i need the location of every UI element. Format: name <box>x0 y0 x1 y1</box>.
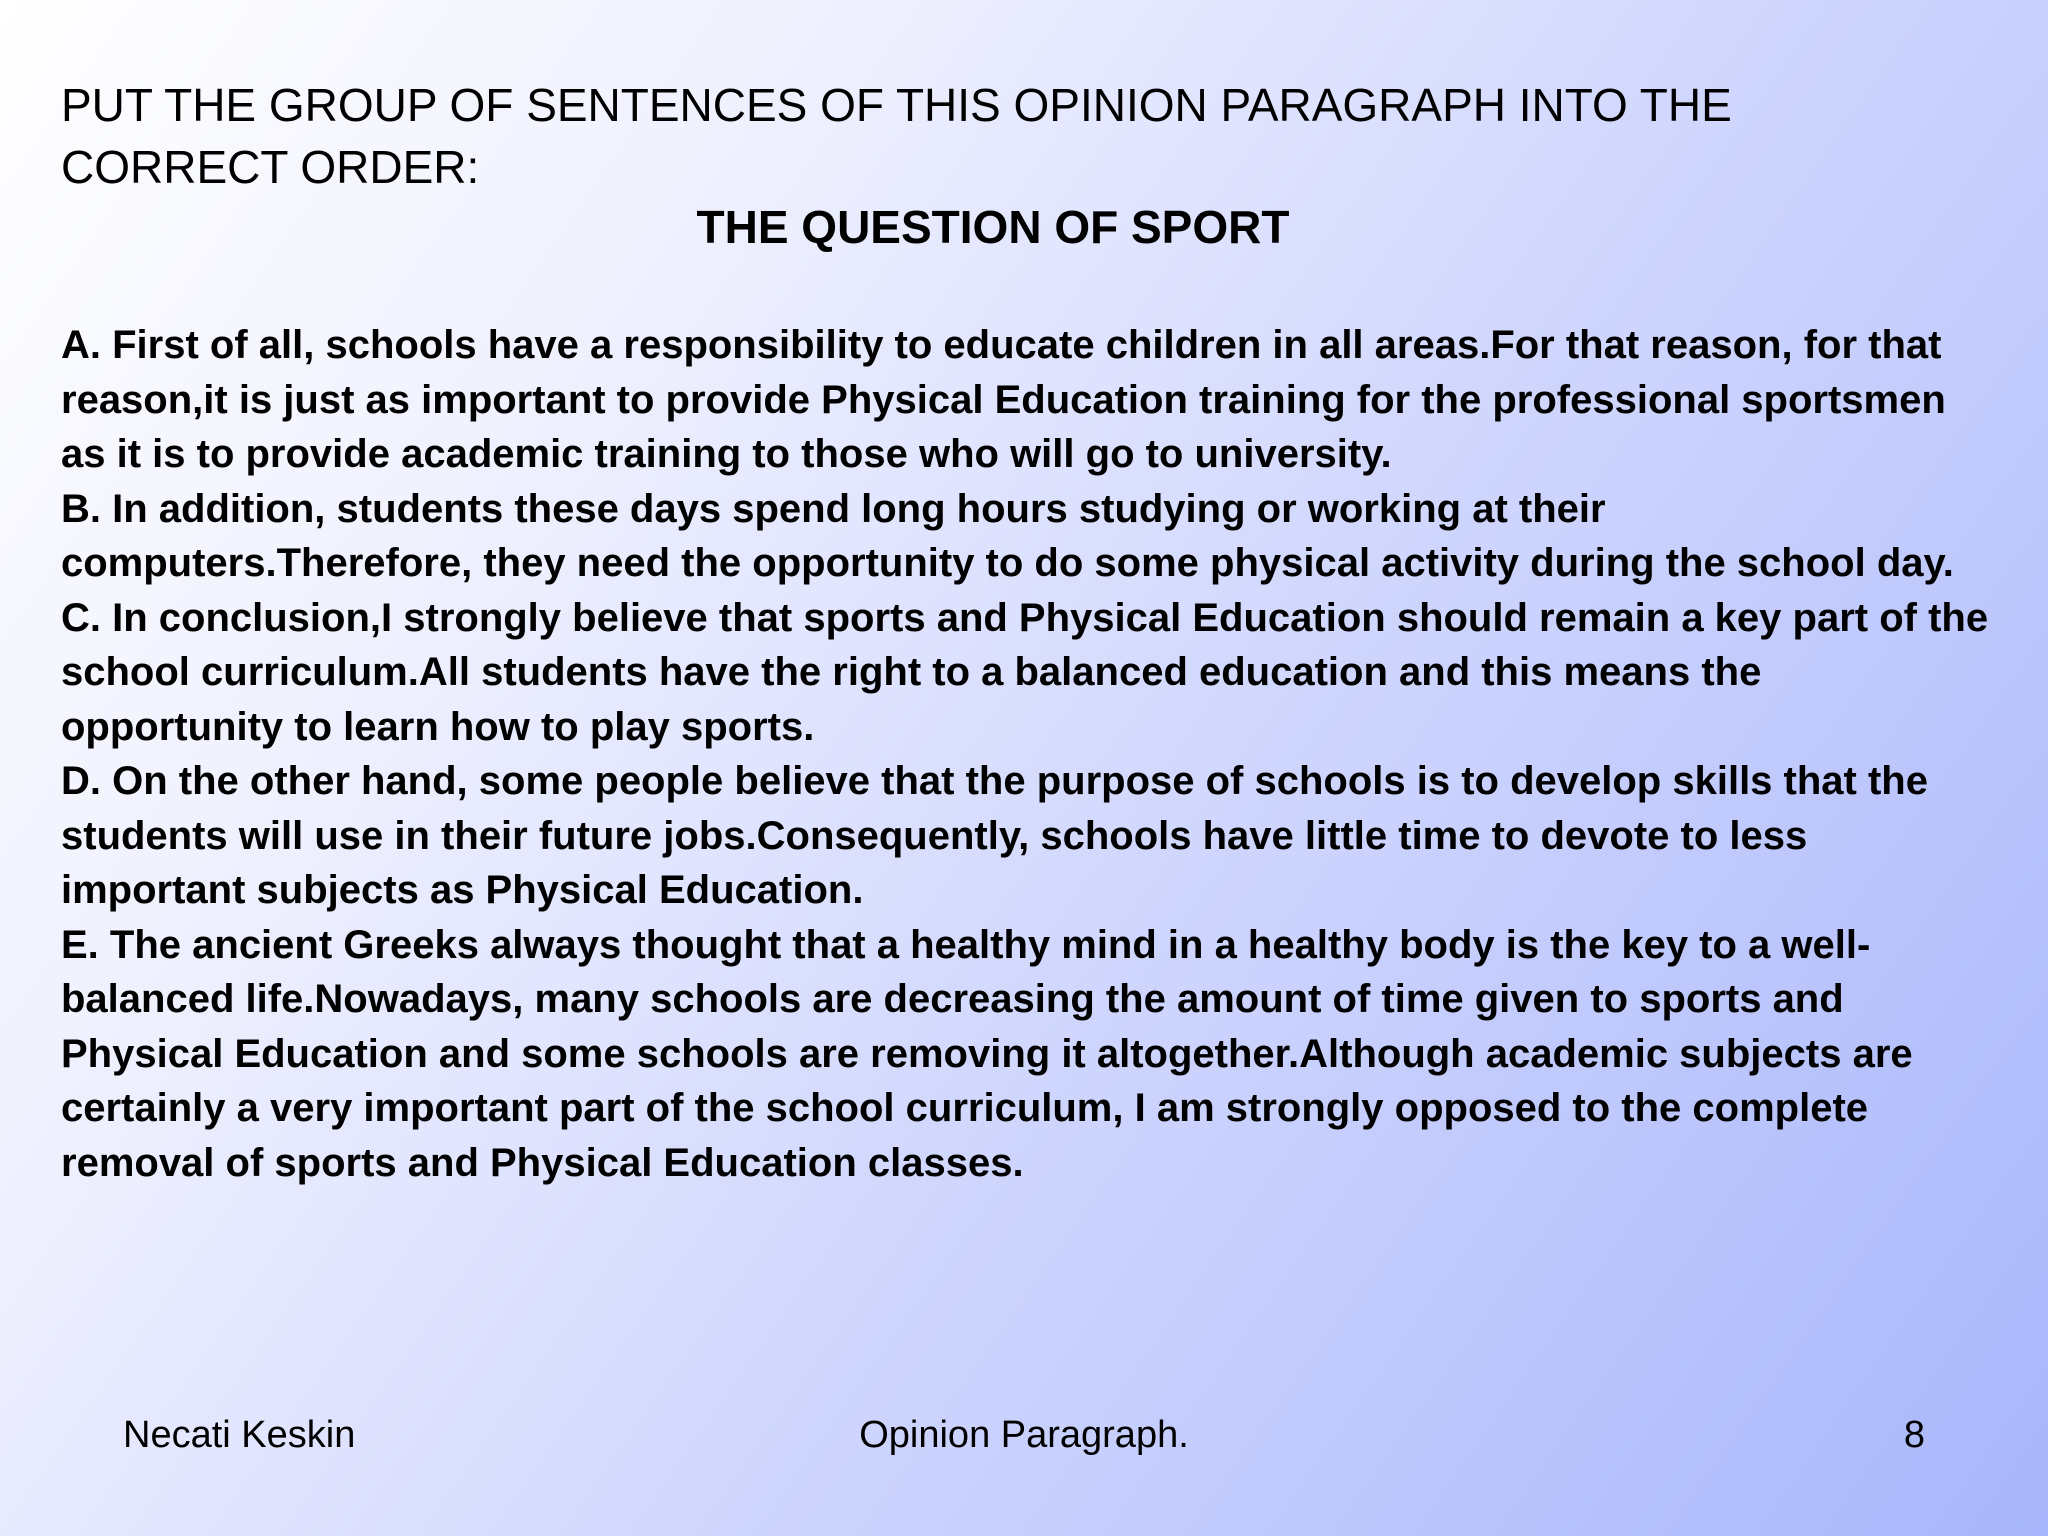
sentence-list <box>61 318 1991 1190</box>
instruction-text: PUT THE GROUP OF SENTENCES OF THIS OPINION PARAGRAPH INTO THE CORRECT ORDER: <box>61 79 1732 193</box>
sentence-b: B. In addition, students these days spend long hours studying or working at their computers.Therefore, they need the opportunity to do some physical activity during the school day. <box>61 486 1954 585</box>
slide-title: THE QUESTION OF SPORT <box>696 201 1290 253</box>
page-number: 8 <box>1903 1414 1925 1456</box>
footer-author: Necati Keskin <box>123 1414 356 1456</box>
footer-topic: Opinion Paragraph. <box>859 1414 1189 1456</box>
sentence-d: D. On the other hand, some people believe that the purpose of schools is to develop skills that the students will use in their future jobs.Consequently, schools have little time to devote to less important subjects as Physical Education. <box>61 759 1928 912</box>
sentence-c: C. In conclusion,I strongly believe that sports and Physical Education should remain a key part of the school curriculum.All students have the right to a balanced education and this means the opportunity to learn how to play sports. <box>61 595 1989 749</box>
sentence-e: E. The ancient Greeks always thought that a healthy mind in a healthy body is the key to a well-balanced life.Nowadays, many schools are decreasing the amount of time given to sports and Physical Education and some schools are removing it altogether.Although academic subjects are certainly a very important part of the school curriculum, I am strongly opposed to the complete removal of sports and Physical Education classes. <box>61 922 1913 1185</box>
sentence-a: A. First of all, schools have a responsibility to educate children in all areas.For that reason, for that reason,it is just as important to provide Physical Education training for the professional sportsmen as it is to provide academic training to those who will go to university. <box>61 323 1946 476</box>
